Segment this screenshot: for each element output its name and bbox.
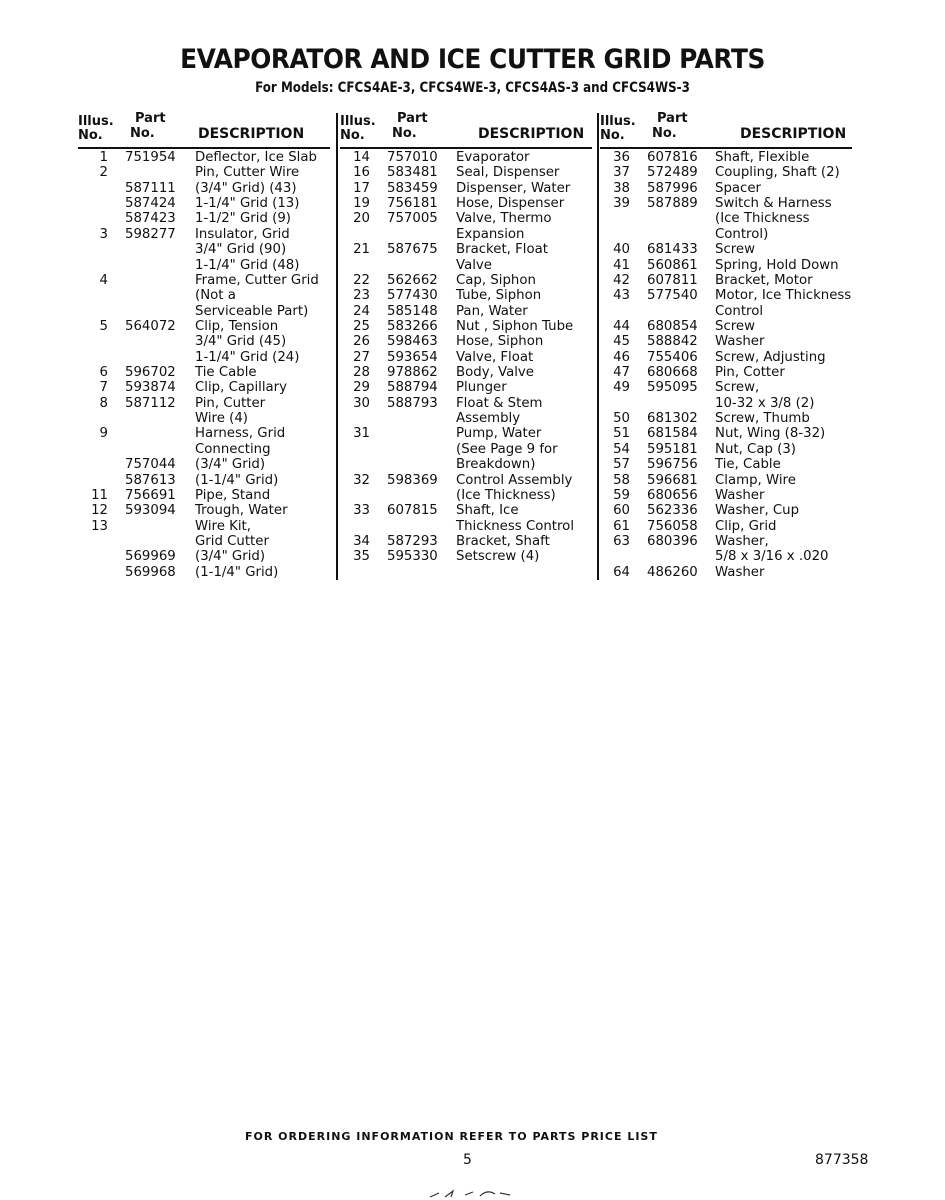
part-description: Thickness Control — [456, 518, 575, 534]
part-number: 587613 — [125, 472, 176, 488]
part-description: Setscrew (4) — [456, 549, 540, 565]
part-description: Control Assembly — [456, 472, 573, 488]
part-number: 587293 — [387, 533, 438, 549]
part-description: Clip, Tension — [195, 318, 279, 334]
part-description: Connecting — [195, 441, 271, 457]
illus-number: 11 — [91, 487, 108, 503]
part-description: Nut , Siphon Tube — [456, 318, 574, 334]
part-number: 562662 — [387, 272, 438, 288]
header-rule — [340, 147, 592, 149]
part-number: 587996 — [647, 180, 698, 196]
part-description: Bracket, Motor — [715, 272, 813, 288]
part-number: 593654 — [387, 349, 438, 365]
part-number: 596681 — [647, 472, 698, 488]
header-part-no: No. — [392, 126, 417, 141]
illus-number: 57 — [613, 457, 630, 473]
part-description: Clip, Grid — [715, 518, 777, 534]
illus-number: 26 — [353, 334, 370, 350]
illus-number: 60 — [613, 503, 630, 519]
part-description: Pan, Water — [456, 303, 528, 319]
part-number: 595181 — [647, 441, 698, 457]
illus-number: 39 — [613, 196, 630, 212]
part-number: 577540 — [647, 288, 698, 304]
part-description: Breakdown) — [456, 457, 536, 473]
illus-number: 28 — [353, 365, 370, 381]
illus-number: 61 — [613, 518, 630, 534]
part-description: (1-1/4" Grid) — [195, 564, 279, 580]
part-number: 757010 — [387, 150, 438, 165]
part-number: 583266 — [387, 318, 438, 334]
part-description: Bracket, Float — [456, 242, 548, 258]
column-divider — [336, 113, 338, 580]
part-number: 595330 — [387, 549, 438, 565]
part-number: 680668 — [647, 365, 698, 381]
part-description: Pump, Water — [456, 426, 542, 442]
illus-number: 19 — [353, 196, 370, 212]
illus-number: 41 — [613, 257, 630, 273]
part-description: (See Page 9 for — [456, 441, 558, 457]
part-number: 588793 — [387, 395, 438, 411]
part-number: 587889 — [647, 196, 698, 212]
part-description: Motor, Ice Thickness — [715, 288, 852, 304]
part-description: 1-1/2" Grid (9) — [195, 211, 291, 227]
illus-number: 38 — [613, 180, 630, 196]
part-number: 593874 — [125, 380, 176, 396]
part-description: Control — [715, 303, 764, 319]
part-number: 569969 — [125, 549, 176, 565]
part-number: 588842 — [647, 334, 698, 350]
part-number: 757005 — [387, 211, 438, 227]
part-number: 681302 — [647, 411, 698, 427]
part-description: Trough, Water — [195, 503, 288, 519]
part-description: Valve, Thermo — [456, 211, 552, 227]
header-illus: Illus. — [600, 114, 636, 129]
illus-number: 8 — [99, 395, 108, 411]
part-description: Spring, Hold Down — [715, 257, 839, 273]
illus-number: 1 — [99, 150, 108, 165]
illus-number: 45 — [613, 334, 630, 350]
part-description: Hose, Siphon — [456, 334, 544, 350]
part-description: Body, Valve — [456, 365, 534, 381]
illus-number: 58 — [613, 472, 630, 488]
header-description: DESCRIPTION — [740, 126, 847, 142]
part-description: Pin, Cutter Wire — [195, 165, 300, 181]
illus-number: 5 — [99, 318, 108, 334]
illus-number: 23 — [353, 288, 370, 304]
part-number: 756691 — [125, 487, 176, 503]
part-description: Screw, Adjusting — [715, 349, 826, 365]
part-number: 588794 — [387, 380, 438, 396]
header-illus-no: No. — [78, 128, 103, 143]
part-number: 596702 — [125, 365, 176, 381]
part-description: Screw, Thumb — [715, 411, 810, 427]
part-description: Float & Stem — [456, 395, 543, 411]
illus-number: 12 — [91, 503, 108, 519]
illus-number: 16 — [353, 165, 370, 181]
part-description: Plunger — [456, 380, 507, 396]
part-number: 577430 — [387, 288, 438, 304]
part-description: Pipe, Stand — [195, 487, 271, 503]
part-description: Coupling, Shaft (2) — [715, 165, 840, 181]
part-number: 757044 — [125, 457, 176, 473]
illus-number: 14 — [353, 150, 370, 165]
part-number: 756181 — [387, 196, 438, 212]
header-illus: Illus. — [78, 114, 114, 129]
part-description: Seal, Dispenser — [456, 165, 560, 181]
part-description: Tube, Siphon — [456, 288, 542, 304]
illus-number: 33 — [353, 503, 370, 519]
illus-number: 24 — [353, 303, 370, 319]
part-number: 596756 — [647, 457, 698, 473]
part-number: 560861 — [647, 257, 698, 273]
part-number: 756058 — [647, 518, 698, 534]
header-illus-no: No. — [600, 128, 625, 143]
part-number: 585148 — [387, 303, 438, 319]
part-description: Evaporator — [456, 150, 530, 165]
part-description: Bracket, Shaft — [456, 533, 550, 549]
part-number: 587111 — [125, 180, 176, 196]
part-description: Screw, — [715, 380, 760, 396]
illus-number: 37 — [613, 165, 630, 181]
illus-number: 40 — [613, 242, 630, 258]
header-part: Part — [657, 111, 688, 126]
part-description: 1-1/4" Grid (48) — [195, 257, 300, 273]
illus-number: 2 — [99, 165, 108, 181]
part-description: Insulator, Grid — [195, 226, 290, 242]
part-description: Nut, Cap (3) — [715, 441, 796, 457]
illus-number: 3 — [99, 226, 108, 242]
part-description: Washer — [715, 564, 765, 580]
part-number: 681584 — [647, 426, 698, 442]
part-description: Tie Cable — [195, 365, 257, 381]
illus-number: 34 — [353, 533, 370, 549]
part-description: 1-1/4" Grid (24) — [195, 349, 300, 365]
illus-number: 9 — [99, 426, 108, 442]
part-description: (Ice Thickness) — [456, 487, 556, 503]
header-rule — [600, 147, 852, 149]
part-description: Valve, Float — [456, 349, 534, 365]
part-number: 607815 — [387, 503, 438, 519]
column-divider — [597, 113, 599, 580]
part-number: 681433 — [647, 242, 698, 258]
part-description: Wire (4) — [195, 411, 248, 427]
part-number: 607816 — [647, 150, 698, 165]
handwritten-mark — [425, 1185, 515, 1200]
part-number: 755406 — [647, 349, 698, 365]
part-number: 583459 — [387, 180, 438, 196]
illus-number: 13 — [91, 518, 108, 534]
illus-number: 31 — [353, 426, 370, 442]
illus-number: 17 — [353, 180, 370, 196]
illus-number: 50 — [613, 411, 630, 427]
part-description: Deflector, Ice Slab — [195, 150, 317, 165]
illus-number: 29 — [353, 380, 370, 396]
document-number: 877358 — [815, 1152, 869, 1168]
illus-number: 32 — [353, 472, 370, 488]
part-description: 5/8 x 3/16 x .020 — [715, 549, 829, 565]
part-description: 3/4" Grid (90) — [195, 242, 287, 258]
header-illus-no: No. — [340, 128, 365, 143]
part-description: (3/4" Grid) — [195, 549, 266, 565]
header-part-no: No. — [652, 126, 677, 141]
illus-number: 22 — [353, 272, 370, 288]
part-number: 593094 — [125, 503, 176, 519]
header-part-no: No. — [130, 126, 155, 141]
illus-number: 46 — [613, 349, 630, 365]
illus-number: 36 — [613, 150, 630, 165]
illus-number: 54 — [613, 441, 630, 457]
header-part: Part — [397, 111, 428, 126]
page-subtitle: For Models: CFCS4AE-3, CFCS4WE-3, CFCS4AS-3 and CFCS4WS-3 — [255, 80, 690, 96]
part-description: Washer — [715, 334, 765, 350]
part-number: 680396 — [647, 533, 698, 549]
part-description: Shaft, Flexible — [715, 150, 810, 165]
part-description: Switch & Harness — [715, 196, 832, 212]
illus-number: 6 — [99, 365, 108, 381]
page-title: EVAPORATOR AND ICE CUTTER GRID PARTS — [180, 44, 765, 75]
illus-number: 25 — [353, 318, 370, 334]
part-description: Clamp, Wire — [715, 472, 796, 488]
part-number: 598369 — [387, 472, 438, 488]
part-number: 598463 — [387, 334, 438, 350]
illus-number: 47 — [613, 365, 630, 381]
part-description: Wire Kit, — [195, 518, 251, 534]
part-number: 587424 — [125, 196, 176, 212]
header-part: Part — [135, 111, 166, 126]
page-number: 5 — [463, 1152, 472, 1168]
part-number: 751954 — [125, 150, 176, 165]
part-description: Grid Cutter — [195, 533, 269, 549]
part-number: 680854 — [647, 318, 698, 334]
part-number: 486260 — [647, 564, 698, 580]
part-number: 587675 — [387, 242, 438, 258]
header-description: DESCRIPTION — [478, 126, 585, 142]
header-description: DESCRIPTION — [198, 126, 305, 142]
part-number: 564072 — [125, 318, 176, 334]
illus-number: 35 — [353, 549, 370, 565]
part-description: Pin, Cutter — [195, 395, 266, 411]
part-number: 607811 — [647, 272, 698, 288]
illus-number: 51 — [613, 426, 630, 442]
part-description: Tie, Cable — [715, 457, 781, 473]
illus-number: 42 — [613, 272, 630, 288]
part-description: Screw — [715, 318, 755, 334]
part-description: (3/4" Grid) (43) — [195, 180, 297, 196]
part-number: 680656 — [647, 487, 698, 503]
part-description: Cap, Siphon — [456, 272, 536, 288]
illus-number: 20 — [353, 211, 370, 227]
illus-number: 4 — [99, 272, 108, 288]
part-description: 3/4" Grid (45) — [195, 334, 287, 350]
part-description: Frame, Cutter Grid — [195, 272, 319, 288]
part-number: 572489 — [647, 165, 698, 181]
part-description: Expansion — [456, 226, 525, 242]
part-description: Hose, Dispenser — [456, 196, 565, 212]
part-description: (1-1/4" Grid) — [195, 472, 279, 488]
part-number: 583481 — [387, 165, 438, 181]
part-number: 587112 — [125, 395, 176, 411]
illus-number: 63 — [613, 533, 630, 549]
header-rule — [78, 147, 330, 149]
illus-number: 30 — [353, 395, 370, 411]
part-description: Harness, Grid — [195, 426, 286, 442]
part-description: Nut, Wing (8-32) — [715, 426, 826, 442]
part-number: 598277 — [125, 226, 176, 242]
part-description: Assembly — [456, 411, 521, 427]
part-description: Washer — [715, 487, 765, 503]
part-description: Washer, — [715, 533, 769, 549]
part-number: 587423 — [125, 211, 176, 227]
part-description: (Not a — [195, 288, 236, 304]
part-description: Spacer — [715, 180, 761, 196]
part-description: Valve — [456, 257, 492, 273]
part-description: Pin, Cotter — [715, 365, 785, 381]
part-description: Serviceable Part) — [195, 303, 309, 319]
part-description: (3/4" Grid) — [195, 457, 266, 473]
illus-number: 21 — [353, 242, 370, 258]
part-description: 10-32 x 3/8 (2) — [715, 395, 815, 411]
illus-number: 59 — [613, 487, 630, 503]
illus-number: 64 — [613, 564, 630, 580]
illus-number: 27 — [353, 349, 370, 365]
illus-number: 43 — [613, 288, 630, 304]
ordering-info: FOR ORDERING INFORMATION REFER TO PARTS PRICE LIST — [245, 1130, 658, 1143]
part-number: 562336 — [647, 503, 698, 519]
illus-number: 49 — [613, 380, 630, 396]
part-description: Shaft, Ice — [456, 503, 519, 519]
part-number: 569968 — [125, 564, 176, 580]
header-illus: Illus. — [340, 114, 376, 129]
part-description: 1-1/4" Grid (13) — [195, 196, 300, 212]
part-description: Clip, Capillary — [195, 380, 288, 396]
part-number: 978862 — [387, 365, 438, 381]
part-description: Washer, Cup — [715, 503, 800, 519]
part-description: (Ice Thickness — [715, 211, 810, 227]
illus-number: 7 — [99, 380, 108, 396]
part-description: Dispenser, Water — [456, 180, 571, 196]
part-description: Screw — [715, 242, 755, 258]
illus-number: 44 — [613, 318, 630, 334]
part-description: Control) — [715, 226, 769, 242]
part-number: 595095 — [647, 380, 698, 396]
